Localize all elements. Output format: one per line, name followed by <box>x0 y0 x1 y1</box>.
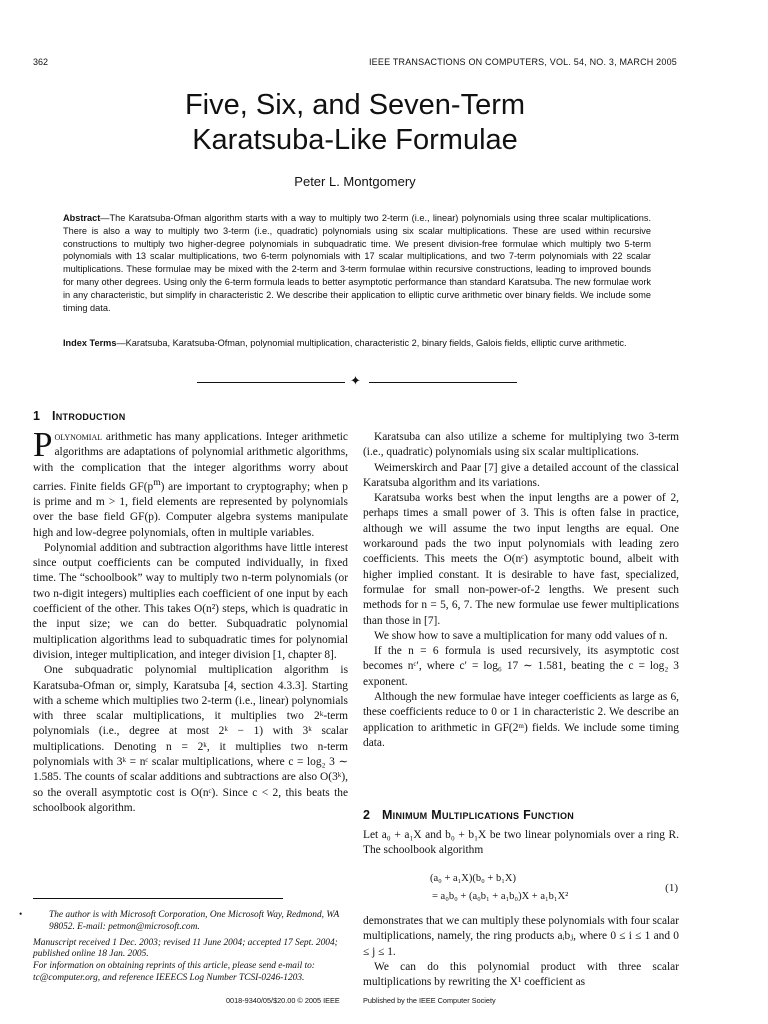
section-number: 2 <box>363 808 370 822</box>
paragraph <box>33 425 348 541</box>
equation-1 <box>430 870 680 906</box>
footnote-reprints: For information on obtaining reprints of this article, please send e-mail to: tc@computer.org, and reference IEEECS Log Number TCSI-0246-1203. <box>33 961 315 983</box>
publisher-footer: Published by the IEEE Computer Society <box>363 996 496 1005</box>
footnote-rule <box>33 898 283 899</box>
paragraph: Although the new formulae have integer coefficients as large as 6, these coefficients reduce to 0 or 1 in characteristic 2. We describe an application to arithmetic in GF(2ᵐ) fields. We include some timing data. <box>363 691 679 749</box>
equation-line-2: = a₀b₀ + (a₀b₁ + a₁b₀)X + a₁b₁X² <box>432 891 569 902</box>
divider-line-right <box>369 382 517 383</box>
title-line-1: Five, Six, and Seven-Term <box>184 89 526 121</box>
section-2-body <box>363 914 679 990</box>
divider-line-left <box>197 382 345 383</box>
section-heading-minimum-multiplications <box>363 808 574 822</box>
footnote-manuscript: Manuscript received 1 Dec. 2003; revised 11 June 2004; accepted 17 Sept. 2004; published online 18 Jan. 2005. <box>33 937 338 960</box>
section-2-intro <box>363 828 679 859</box>
section-title: Minimum Multiplications Function <box>381 808 575 822</box>
equation-number: (1) <box>665 882 678 894</box>
author-name: Peter L. Montgomery <box>294 174 416 189</box>
journal-header: IEEE TRANSACTIONS ON COMPUTERS, VOL. 54, NO. 3, MARCH 2005 <box>368 57 677 67</box>
left-column <box>33 425 348 816</box>
section-title: Introduction <box>51 409 126 423</box>
section-heading-introduction <box>33 409 126 423</box>
index-terms <box>63 337 651 350</box>
paragraph: Let a₀ + a₁X and b₀ + b₁X be two linear polynomials over a ring R. The schoolbook algorithm <box>363 829 679 857</box>
index-terms-label: Index Terms <box>63 338 117 348</box>
footnotes <box>19 910 351 985</box>
abstract <box>63 212 651 314</box>
paragraph: Karatsuba can also utilize a scheme for multiplying two 3-term (i.e., quadratic) polynomials using six scalar multiplications. <box>363 431 679 459</box>
section-number: 1 <box>33 409 40 423</box>
paragraph: Weimerskirch and Paar [7] give a detailed account of the classical Karatsuba algorithm and its variations. <box>363 461 679 489</box>
paragraph-text: ) are important to cryptography; when p is prime and m > 1, field elements are represented by polynomials over the base field GF(p). Computer algebra systems manipulate high and low-degree polynomials, often in multiple variables. <box>33 480 348 539</box>
dropcap: P <box>33 425 53 464</box>
bullet-icon: • <box>19 910 23 920</box>
section-divider <box>197 374 517 389</box>
paragraph: We show how to save a multiplication for many odd values of n. <box>374 629 668 642</box>
index-terms-text: —Karatsuba, Karatsuba-Ofman, polynomial multiplication, characteristic 2, binary fields, Galois fields, elliptic curve arithmetic. <box>116 338 627 348</box>
paper-title <box>0 88 710 158</box>
paragraph: One subquadratic polynomial multiplication algorithm is Karatsuba-Ofman or, simply, Karatsuba [4, section 4.3.3]. Starting with a scheme which multiplies two 2-term (i.e., linear) polynomials with three scalar multiplications, it multiplies two 2ᵏ-term polynomials (i.e., degree at most 2ᵏ − 1) with 3ᵏ scalar multiplications. Denoting n = 2ᵏ, it multiplies two n-term polynomials with 3ᵏ = nᶜ scalar multiplications, where c = log₂ 3 ∼ 1.585. The counts of scalar additions and subtractions are also O(3ᵏ), so the overall asymptotic cost is O(nᶜ). Since c < 2, this beats the schoolbook algorithm. <box>33 664 348 814</box>
diamond-icon: ✦ <box>350 374 361 389</box>
paragraph: Polynomial addition and subtraction algorithms have little interest since output coefficients can be computed individually, in fixed time. The “schoolbook” way to multiply two n-term polynomials (or two n-digit integers) multiplies each coefficient of one input by each coefficient of the other. This takes O(n²) steps, which is quadratic in the input size; we can do better. Subquadratic polynomial multiplication algorithms lead to subquadratic times for polynomial division, integer multiplication, and integer division [1, chapter 8]. <box>33 541 348 661</box>
paragraph: If the n = 6 formula is used recursively, its asymptotic cost becomes nᶜ′, where c′ = log₆ 17 ∼ 1.581, beating the c = log₂ 3 exponent. <box>363 645 679 688</box>
smallcaps-lead: olynomial <box>54 431 103 443</box>
abstract-text: —The Karatsuba-Ofman algorithm starts with a way to multiply two 2-term (i.e., linear) polynomials using three scalar multiplications. There is also a way to multiply two 3-term (i.e., quadratic) polynomials using six scalar multiplications. These are used within recursive constructions to multiply two higher-degree polynomials in subquadratic time. We present division-free formulae which multiply two 5-term polynomials with 13 scalar multiplications, two 6-term polynomials with 17 scalar multiplications, and two 7-term polynomials with 22 scalar multiplications. These formulae may be mixed with the 2-term and 3-term formulae within recursive constructions, leading to improved bounds for many other degrees. Using only the 6-term formula leads to better asymptotic performance than standard Karatsuba. The new formulae work in any characteristic, but simplify in characteristic 2. We describe their application to elliptic curve arithmetic over binary fields. We include some timing data. <box>63 213 651 313</box>
page-number: 362 <box>33 57 49 67</box>
right-column <box>363 430 679 751</box>
paragraph: Karatsuba works best when the input lengths are a power of 2, perhaps times a small power of 3. This is often false in practice, although we will assume the two input lengths are equal. One workaround pads the two input polynomials with leading zero coefficients. This meets the O(nᶜ) asymptotic bound, albeit with higher implied constant. It is desirable to have fast, specialized, formulae for small non-power-of-2 lengths. We present such methods for n = 5, 6, 7. The new formulae use fewer multiplications than those in [7]. <box>363 492 679 627</box>
title-line-2: Karatsuba-Like Formulae <box>192 124 518 156</box>
superscript: m <box>153 477 161 488</box>
copyright-footer: 0018-9340/05/$20.00 © 2005 IEEE <box>226 996 340 1005</box>
footnote-affiliation <box>19 910 351 934</box>
abstract-label: Abstract <box>63 213 101 223</box>
paragraph: demonstrates that we can multiply these polynomials with four scalar multiplications, namely, the ring products aᵢbⱼ, where 0 ≤ i ≤ 1 and 0 ≤ j ≤ 1. <box>363 915 680 958</box>
equation-line-1: (a₀ + a₁X)(b₀ + b₁X) <box>430 873 516 884</box>
paragraph-text: arithmetic has many applications. Integer arithmetic algorithms are adaptations of polynomial arithmetic algorithms, with the complication that the integer algorithms worry about carries. Finite fields GF(p <box>33 431 348 493</box>
paragraph: We can do this polynomial product with three scalar multiplications by rewriting the X¹ coefficient as <box>363 960 679 989</box>
footnote-text: The author is with Microsoft Corporation, One Microsoft Way, Redmond, WA 98052. E-mail: petmon@microsoft.com. <box>49 910 340 932</box>
